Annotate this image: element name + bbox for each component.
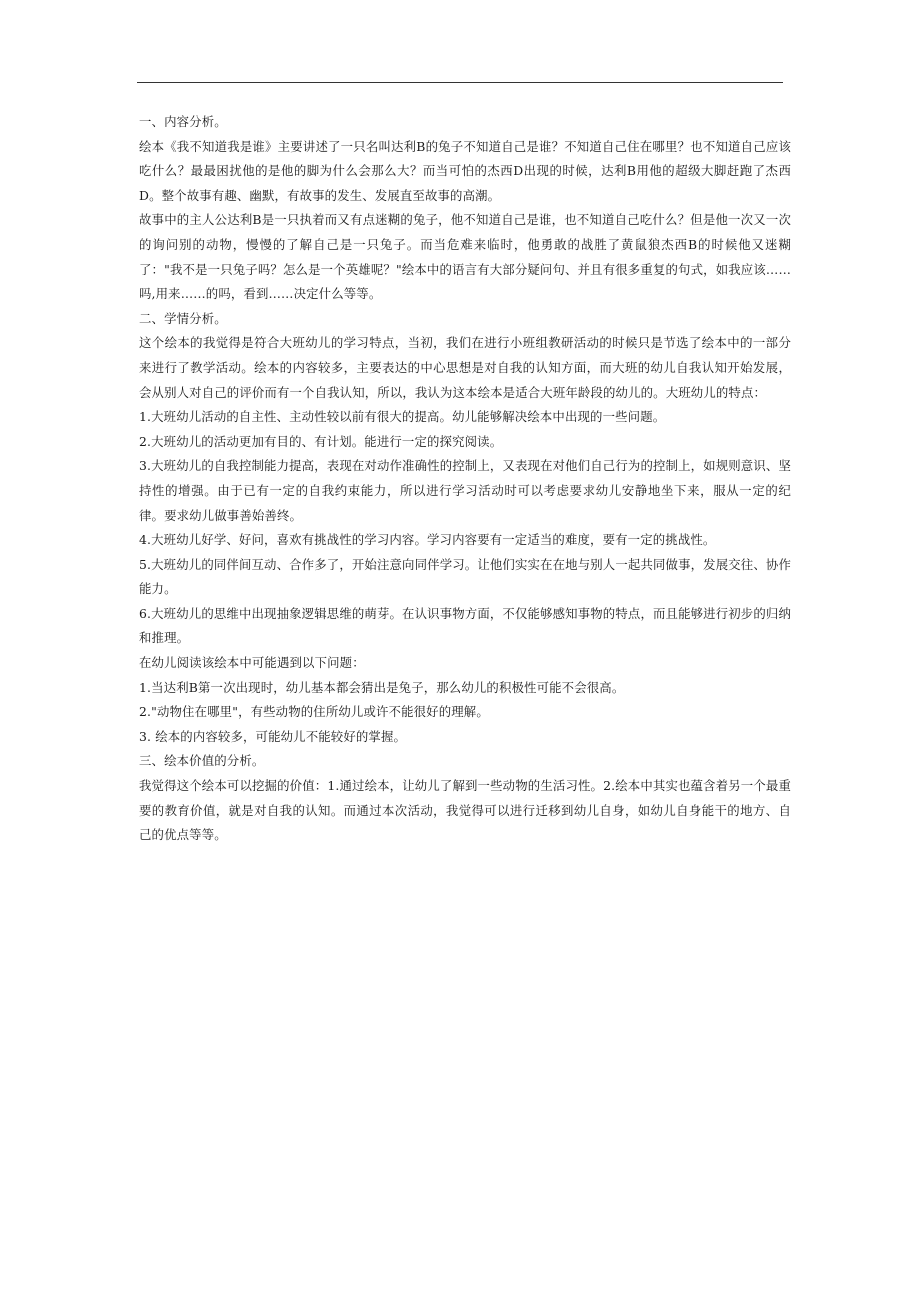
paragraph-problems-intro: 在幼儿阅读该绘本中可能遇到以下问题： — [139, 655, 365, 671]
list-item-trait-5: 5.大班幼儿的同伴间互动、合作多了，开始注意向同伴学习。让他们实实在在地与别人一起共同做事，发展交往、协作能力。 — [139, 556, 791, 597]
section-heading-value-analysis: 三、绘本价值的分析。 — [139, 753, 265, 769]
list-item-trait-1: 1.大班幼儿活动的自主性、主动性较以前有很大的提高。幼儿能够解决绘本中出现的一些问题。 — [139, 409, 666, 425]
paragraph-protagonist: 故事中的主人公达利B是一只执着而又有点迷糊的兔子，他不知道自己是谁，也不知道自己吃什么？但是他一次又一次的询问别的动物，慢慢的了解自己是一只兔子。而当危难来临时，他勇敢的战胜了黄鼠狼杰西B的时候他又迷糊了："我不是一只兔子吗？怎么是一个英雄呢？"绘本中的语言有大部分疑问句、并且有很多重复的句式，如我应该……吗,用来……的吗，看到……决定什么等等。 — [139, 212, 791, 302]
list-item-problem-1: 1.当达利B第一次出现时，幼儿基本都会猜出是兔子，那么幼儿的积极性可能不会很高。 — [139, 679, 625, 695]
list-item-trait-4: 4.大班幼儿好学、好问，喜欢有挑战性的学习内容。学习内容要有一定适当的难度，要有一定的挑战性。 — [139, 532, 716, 548]
paragraph-story-summary: 绘本《我不知道我是谁》主要讲述了一只名叫达利B的兔子不知道自己是谁？不知道自己住在哪里？也不知道自己应该吃什么？最最困扰他的是他的脚为什么会那么大？而当可怕的杰西D出现的时候，达利B用他的超级大脚赶跑了杰西D。整个故事有趣、幽默，有故事的发生、发展直至故事的高潮。 — [139, 138, 791, 203]
section-heading-learner-analysis: 二、学情分析。 — [139, 310, 227, 326]
paragraph-learner-intro: 这个绘本的我觉得是符合大班幼儿的学习特点，当初，我们在进行小班组教研活动的时候只是节选了绘本中的一部分来进行了教学活动。绘本的内容较多，主要表达的中心思想是对自我的认知方面，而大班的幼儿自我认知开始发展，会从别人对自己的评价而有一个自我认知，所以，我认为这本绘本是适合大班年龄段的幼儿的。大班幼儿的特点： — [139, 335, 791, 400]
header-rule — [137, 82, 783, 83]
list-item-trait-3: 3.大班幼儿的自我控制能力提高，表现在对动作准确性的控制上，又表现在对他们自己行为的控制上，如规则意识、坚持性的增强。由于已有一定的自我约束能力，所以进行学习活动时可以考虑要求幼儿安静地坐下来，服从一定的纪律。要求幼儿做事善始善终。 — [139, 458, 791, 523]
section-heading-content-analysis: 一、内容分析。 — [139, 114, 227, 129]
list-item-trait-2: 2.大班幼儿的活动更加有目的、有计划。能进行一定的探究阅读。 — [139, 433, 503, 449]
list-item-trait-6: 6.大班幼儿的思维中出现抽象逻辑思维的萌芽。在认识事物方面，不仅能够感知事物的特点，而且能够进行初步的归纳和推理。 — [139, 605, 791, 646]
document-body — [139, 110, 791, 848]
list-item-problem-2: 2."动物住在哪里"，有些动物的住所幼儿或许不能很好的理解。 — [139, 704, 489, 720]
list-item-problem-3: 3. 绘本的内容较多，可能幼儿不能较好的掌握。 — [139, 728, 407, 744]
paragraph-value: 我觉得这个绘本可以挖掘的价值：1.通过绘本，让幼儿了解到一些动物的生活习性。2.绘本中其实也蕴含着另一个最重要的教育价值，就是对自我的认知。而通过本次活动，我觉得可以进行迁移到幼儿自身，如幼儿自身能干的地方、自己的优点等等。 — [139, 778, 791, 843]
